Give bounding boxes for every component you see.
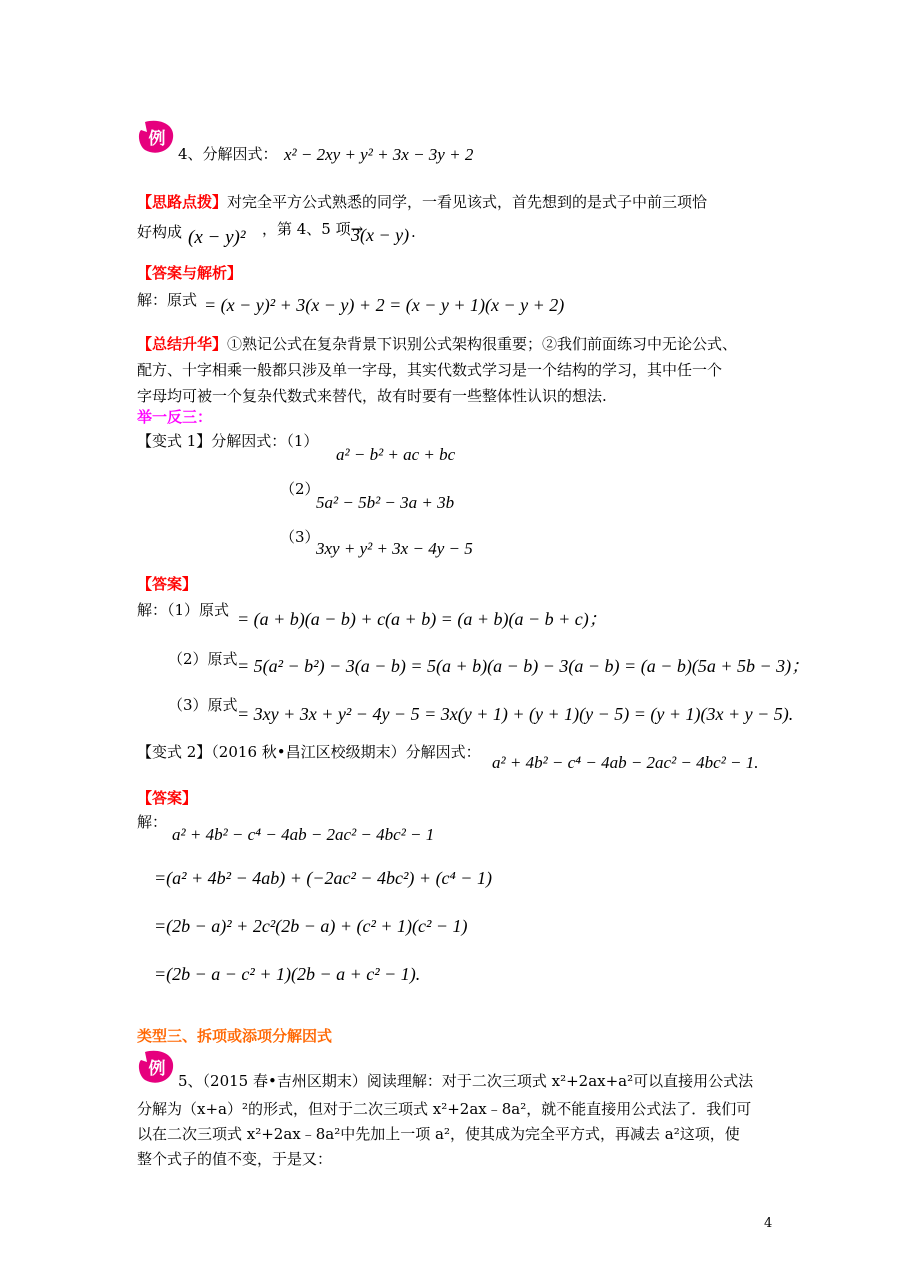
variant2-label: 【变式 2】（2016 秋•昌江区校级期末）分解因式： <box>137 743 481 761</box>
hint-line1 <box>137 195 707 210</box>
answer2-line3: =(2b − a − c² + 1)(2b − a + c² − 1). <box>154 964 421 984</box>
answer2-heading: 【答案】 <box>137 789 198 807</box>
practice-heading: 举一反三： <box>137 408 213 426</box>
answer1-row3-label: （3）原式 <box>168 696 238 714</box>
example5-line2: 分解为（x+a）²的形式，但对于二次三项式 x²+2ax﹣8a²，就不能直接用公式法了．我们可 <box>137 1100 752 1118</box>
example-badge-icon <box>137 1048 177 1088</box>
hint-expr2: 3(x − y) <box>351 225 410 245</box>
example-badge-label: 例 <box>148 1059 166 1079</box>
hint-expr1: (x − y)² <box>188 227 246 248</box>
example5-line4: 整个式子的值不变，于是又： <box>137 1150 333 1168</box>
answer2-prefix: 解： <box>137 813 168 831</box>
variant1-item2-expr: 5a² − 5b² − 3a + 3b <box>316 493 455 512</box>
variant1-label: 【变式 1】分解因式：（1） <box>137 432 319 450</box>
answer-heading: 【答案与解析】 <box>137 264 243 282</box>
answer1-heading: 【答案】 <box>137 575 198 593</box>
example-badge-icon <box>137 118 177 158</box>
answer1-row1-expr: = (a + b)(a − b) + c(a + b) = (a + b)(a − b + c)； <box>237 609 607 629</box>
summary-line1 <box>137 337 737 352</box>
summary-line2: 配方、十字相乘一般都只涉及单一字母，其实代数式学习是一个结构的学习，其中任一个 <box>137 361 723 379</box>
answer1-row2-expr: = 5(a² − b²) − 3(a − b) = 5(a + b)(a − b) − 3(a − b) = (a − b)(5a + 5b − 3)； <box>237 656 810 676</box>
answer1-row2-label: （2）原式 <box>168 650 238 668</box>
answer2-line1: =(a² + 4b² − 4ab) + (−2ac² − 4bc²) + (c⁴ − 1) <box>154 868 492 888</box>
answer1-row1-label: 解：（1）原式 <box>137 601 230 619</box>
solution4-expr: = (x − y)² + 3(x − y) + 2 = (x − y + 1)(x − y + 2) <box>204 295 565 315</box>
variant1-item3-num: （3） <box>280 528 320 546</box>
hint-tag: 【思路点拨】 <box>137 193 228 211</box>
hint-text-d: . <box>411 223 416 241</box>
example5-line3: 以在二次三项式 x²+2ax﹣8a²中先加上一项 a²，使其成为完全平方式，再减去 a²这项，使 <box>137 1125 740 1143</box>
answer1-row3-expr: = 3xy + 3x + y² − 4y − 5 = 3x(y + 1) + (y + 1)(y − 5) = (y + 1)(3x + y − 5). <box>237 704 794 724</box>
answer2-line2: =(2b − a)² + 2c²(2b − a) + (c² + 1)(c² − 1) <box>154 916 468 936</box>
example5-line1: 5、（2015 春•吉州区期末）阅读理解：对于二次三项式 x²+2ax+a²可以直接用公式法 <box>178 1072 754 1090</box>
summary-text1: ①熟记公式在复杂背景下识别公式架构很重要；②我们前面练习中无论公式、 <box>227 335 738 353</box>
variant1-item1-expr: a² − b² + ac + bc <box>336 445 456 464</box>
summary-line3: 字母均可被一个复杂代数式来替代，故有时要有一些整体性认识的想法. <box>137 387 607 405</box>
page-number: 4 <box>764 1216 773 1231</box>
summary-tag: 【总结升华】 <box>137 335 228 353</box>
variant1-item3-expr: 3xy + y² + 3x − 4y − 5 <box>316 539 473 558</box>
variant1-item2-num: （2） <box>280 480 320 498</box>
answer2-line0: a² + 4b² − c⁴ − 4ab − 2ac² − 4bc² − 1 <box>172 825 435 844</box>
example-badge-label: 例 <box>148 129 166 149</box>
example4-expr: x² − 2xy + y² + 3x − 3y + 2 <box>284 145 474 164</box>
example4-prefix: 4、分解因式： <box>178 145 278 163</box>
solution4-label: 解：原式 <box>137 291 198 309</box>
type3-heading: 类型三、拆项或添项分解因式 <box>137 1027 333 1045</box>
hint-text-a: 对完全平方公式熟悉的同学，一看见该式，首先想到的是式子中前三项恰 <box>227 193 708 211</box>
hint-text-b: 好构成 <box>137 223 183 241</box>
hint-text-c: ，第 4、5 项→ <box>262 220 364 238</box>
variant2-expr: a² + 4b² − c⁴ − 4ab − 2ac² − 4bc² − 1. <box>492 753 759 772</box>
